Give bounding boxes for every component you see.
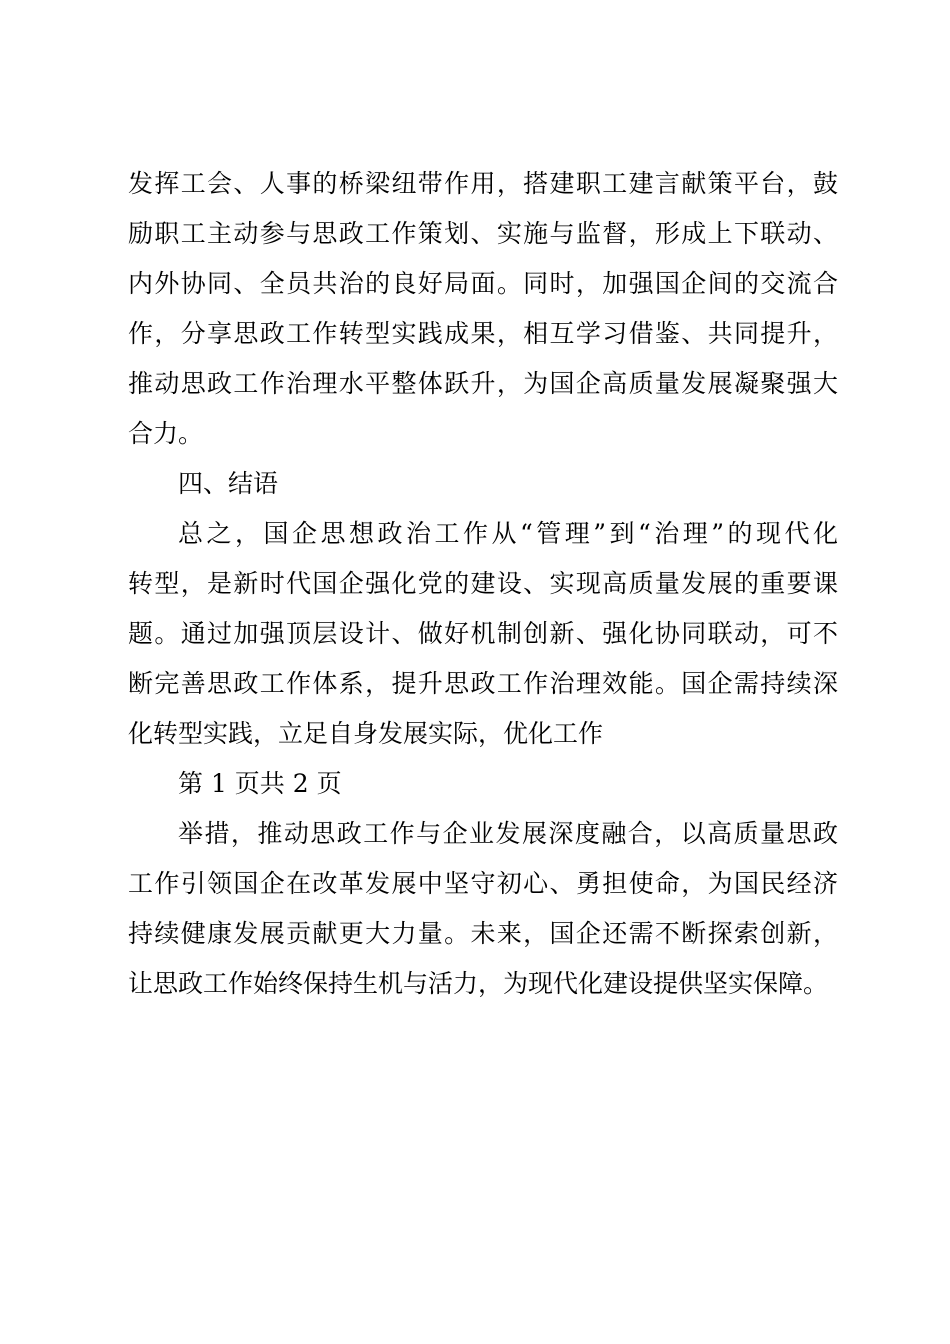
text-line: 持续健康发展贡献更大力量。未来，国企还需不断探索创新，	[128, 919, 838, 948]
text-line: 总之，国企思想政治工作从“管理”到“治理”的现代化	[178, 519, 838, 548]
text-line: 题。通过加强顶层设计、做好机制创新、强化协同联动，可不	[128, 619, 838, 648]
text-line: 作，分享思政工作转型实践成果，相互学习借鉴、共同提升，	[128, 319, 838, 348]
text-line: 断完善思政工作体系，提升思政工作治理效能。国企需持续深	[128, 669, 838, 698]
text-line: 工作引领国企在改革发展中坚守初心、勇担使命，为国民经济	[128, 869, 838, 898]
page-footer: 第 1 页共 2 页	[178, 769, 342, 798]
text-line: 励职工主动参与思政工作策划、实施与监督，形成上下联动、	[128, 219, 838, 248]
text-line: 内外协同、全员共治的良好局面。同时，加强国企间的交流合	[128, 269, 838, 298]
text-line: 发挥工会、人事的桥梁纽带作用，搭建职工建言献策平台，鼓	[128, 169, 838, 198]
text-line: 转型，是新时代国企强化党的建设、实现高质量发展的重要课	[128, 569, 838, 598]
section-heading: 四、结语	[178, 469, 279, 498]
text-line: 合力。	[128, 419, 204, 448]
text-line: 让思政工作始终保持生机与活力，为现代化建设提供坚实保障。	[128, 969, 829, 998]
text-line: 推动思政工作治理水平整体跃升，为国企高质量发展凝聚强大	[128, 369, 838, 398]
text-line: 举措，推动思政工作与企业发展深度融合，以高质量思政	[178, 819, 838, 848]
text-line: 化转型实践，立足自身发展实际，优化工作	[128, 719, 604, 748]
